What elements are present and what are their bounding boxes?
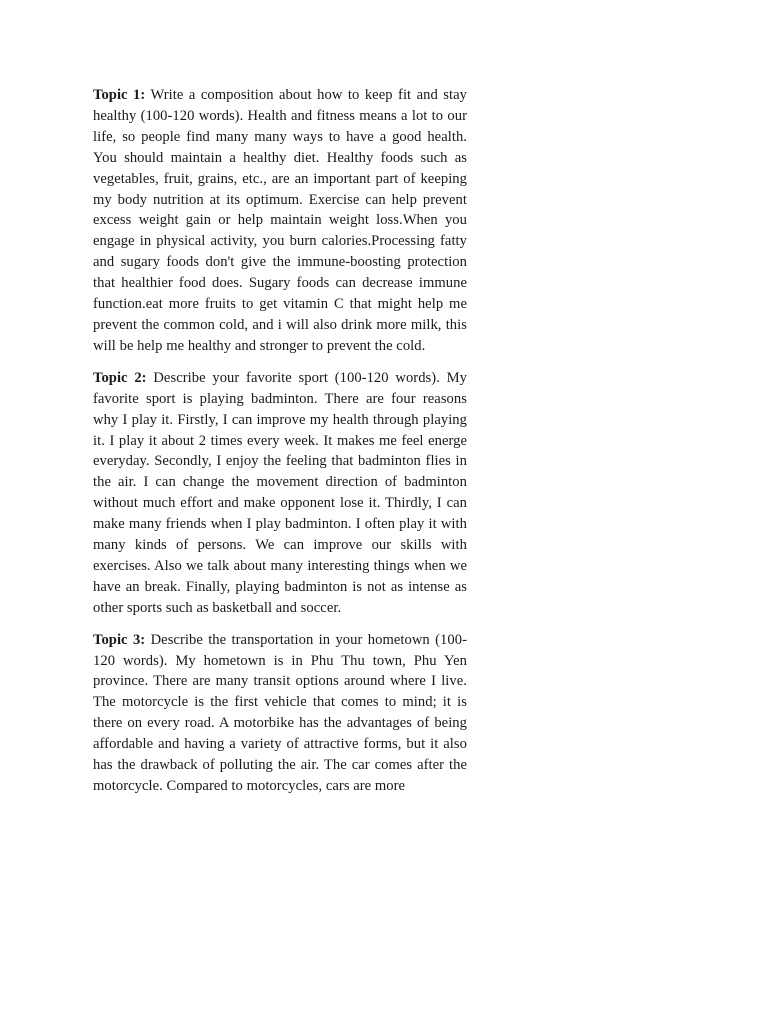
topic-2-label: Topic 2: [93, 369, 147, 386]
topic-3-label: Topic 3: [93, 631, 146, 648]
topic-1-label: Topic 1: [93, 87, 146, 103]
topic-1-text: Write a composition about how to keep fit and stay healthy (100-120 words). Health and fitness means a lot to our life, so people find many many ways to have a good health. You should maintain a healthy diet. Healthy foods such as vegetables, fruit, grains, etc., are an important part of keeping my body nutrition at its optimum. Exercise can help prevent excess weight gain or help maintain weight loss.When you engage in physical activity, you burn calories.Processing fatty and sugary foods don't give the immune-boosting protection that healthier food does. Sugary foods can decrease immune function.eat more fruits to get vitamin C that might help me prevent the common cold, and i will also drink more milk, this will be help me healthy and stronger to prevent the cold. [93, 87, 468, 354]
topic-2-paragraph [93, 368, 467, 619]
topic-3-paragraph [93, 630, 467, 797]
topic-2-text: Describe your favorite sport (100-120 words). My favorite sport is playing badminton. There are four reasons why I play it. Firstly, I can improve my health through playing it. I play it about 2 times every week. It makes me feel energe everyday. Secondly, I enjoy the feeling that badminton flies in the air. I can change the movement direction of badminton without much effort and make opponent lose it. Thirdly, I can make many friends when I play badminton. I often play it with many kinds of persons. We can improve our skills with exercises. Also we talk about many interesting things when we have an break. Finally, playing badminton is not as intense as other sports such as basketball and soccer. [93, 369, 468, 616]
text-column [93, 85, 467, 808]
topic-3-text: Describe the transportation in your hometown (100-120 words). My hometown is in Phu Thu town, Phu Yen province. There are many transit options around where I live. The motorcycle is the first vehicle that comes to mind; it is there on every road. A motorbike has the advantages of being affordable and having a variety of attractive forms, but it also has the drawback of polluting the air. The car comes after the motorcycle. Compared to motorcycles, cars are more [93, 631, 467, 794]
topic-1-paragraph [93, 85, 467, 357]
